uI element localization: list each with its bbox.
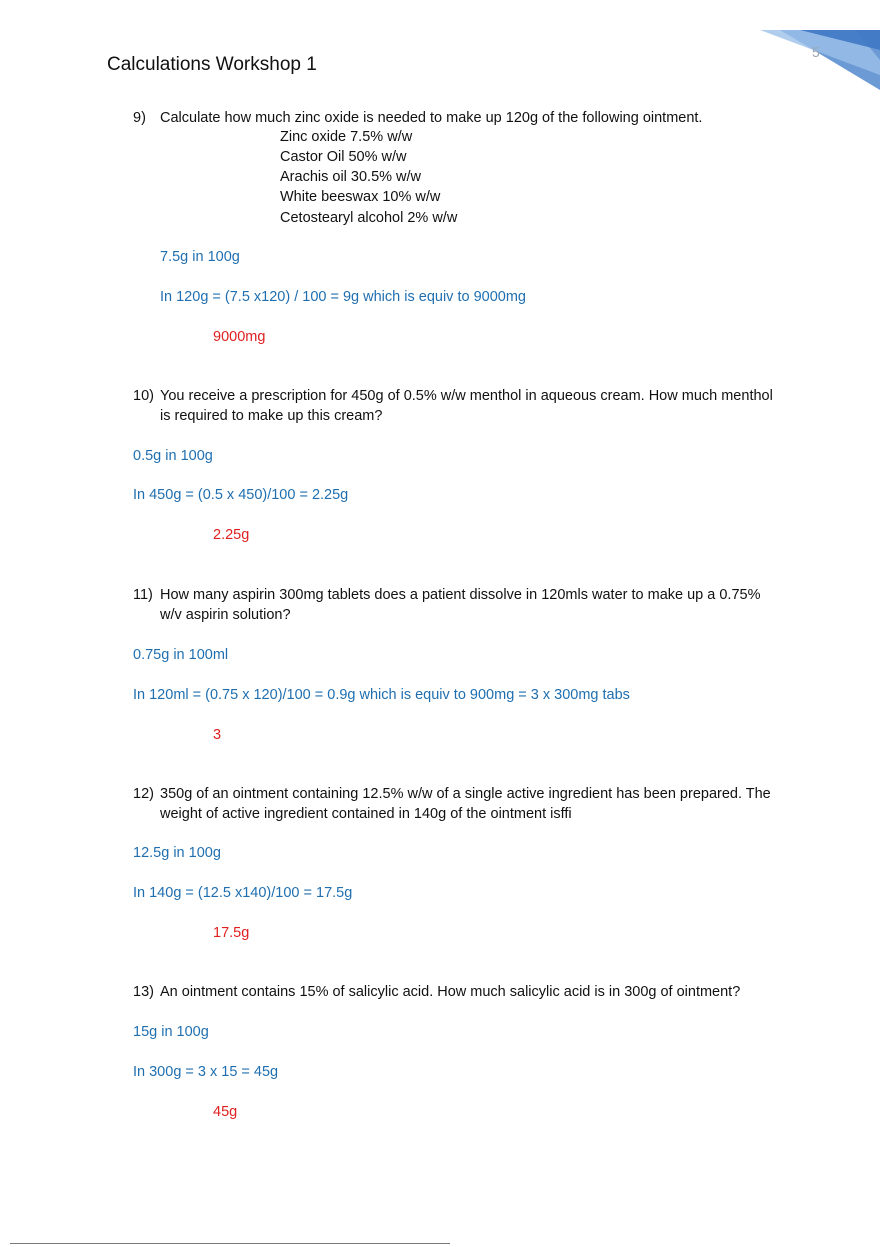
working-line: 7.5g in 100g bbox=[160, 249, 240, 265]
answer: 2.25g bbox=[213, 527, 250, 543]
answer: 3 bbox=[213, 727, 222, 743]
page-number: 5 bbox=[812, 44, 820, 60]
question-number: 11) bbox=[133, 587, 153, 603]
working-line: In 300g = 3 x 15 = 45g bbox=[133, 1064, 279, 1080]
ingredient-item: Arachis oil 30.5% w/w bbox=[280, 169, 422, 185]
corner-decoration bbox=[760, 0, 880, 100]
working-line: In 120ml = (0.75 x 120)/100 = 0.9g which is equiv to 900mg = 3 x 300mg tabs bbox=[133, 687, 630, 703]
working-line: In 120g = (7.5 x120) / 100 = 9g which is equiv to 9000mg bbox=[160, 289, 526, 305]
document-title: Calculations Workshop 1 bbox=[107, 54, 317, 75]
question-number: 13) bbox=[133, 984, 154, 1000]
answer: 9000mg bbox=[213, 329, 266, 345]
working-line: 0.75g in 100ml bbox=[133, 647, 229, 663]
working-line: 0.5g in 100g bbox=[133, 448, 213, 464]
question-text: An ointment contains 15% of salicylic acid. How much salicylic acid is in 300g of ointment? bbox=[160, 984, 741, 1000]
working-line: 15g in 100g bbox=[133, 1024, 209, 1040]
ingredient-item: Cetostearyl alcohol 2% w/w bbox=[280, 210, 458, 226]
ingredient-item: Zinc oxide 7.5% w/w bbox=[280, 129, 413, 145]
answer: 17.5g bbox=[213, 925, 250, 941]
question-text: Calculate how much zinc oxide is needed to make up 120g of the following ointment. bbox=[160, 110, 703, 126]
working-line: In 450g = (0.5 x 450)/100 = 2.25g bbox=[133, 487, 349, 503]
question-text: How many aspirin 300mg tablets does a patient dissolve in 120mls water to make up a 0.75% w/v aspirin solution? bbox=[160, 587, 761, 623]
working-line: In 140g = (12.5 x140)/100 = 17.5g bbox=[133, 885, 353, 901]
question-number: 10) bbox=[133, 388, 154, 404]
answer: 45g bbox=[213, 1104, 238, 1120]
question-number: 12) bbox=[133, 786, 154, 802]
working-line: 12.5g in 100g bbox=[133, 845, 221, 861]
question-text: You receive a prescription for 450g of 0.5% w/w menthol in aqueous cream. How much menthol is required to make up this cream? bbox=[160, 388, 773, 424]
ingredient-item: White beeswax 10% w/w bbox=[280, 189, 441, 205]
ingredient-item: Castor Oil 50% w/w bbox=[280, 149, 407, 165]
question-text: 350g of an ointment containing 12.5% w/w of a single active ingredient has been prepared. The weight of active ingredient contained in 140g of the ointment isffi bbox=[160, 786, 771, 822]
footer-divider bbox=[10, 1243, 450, 1244]
question-number: 9) bbox=[133, 110, 146, 126]
